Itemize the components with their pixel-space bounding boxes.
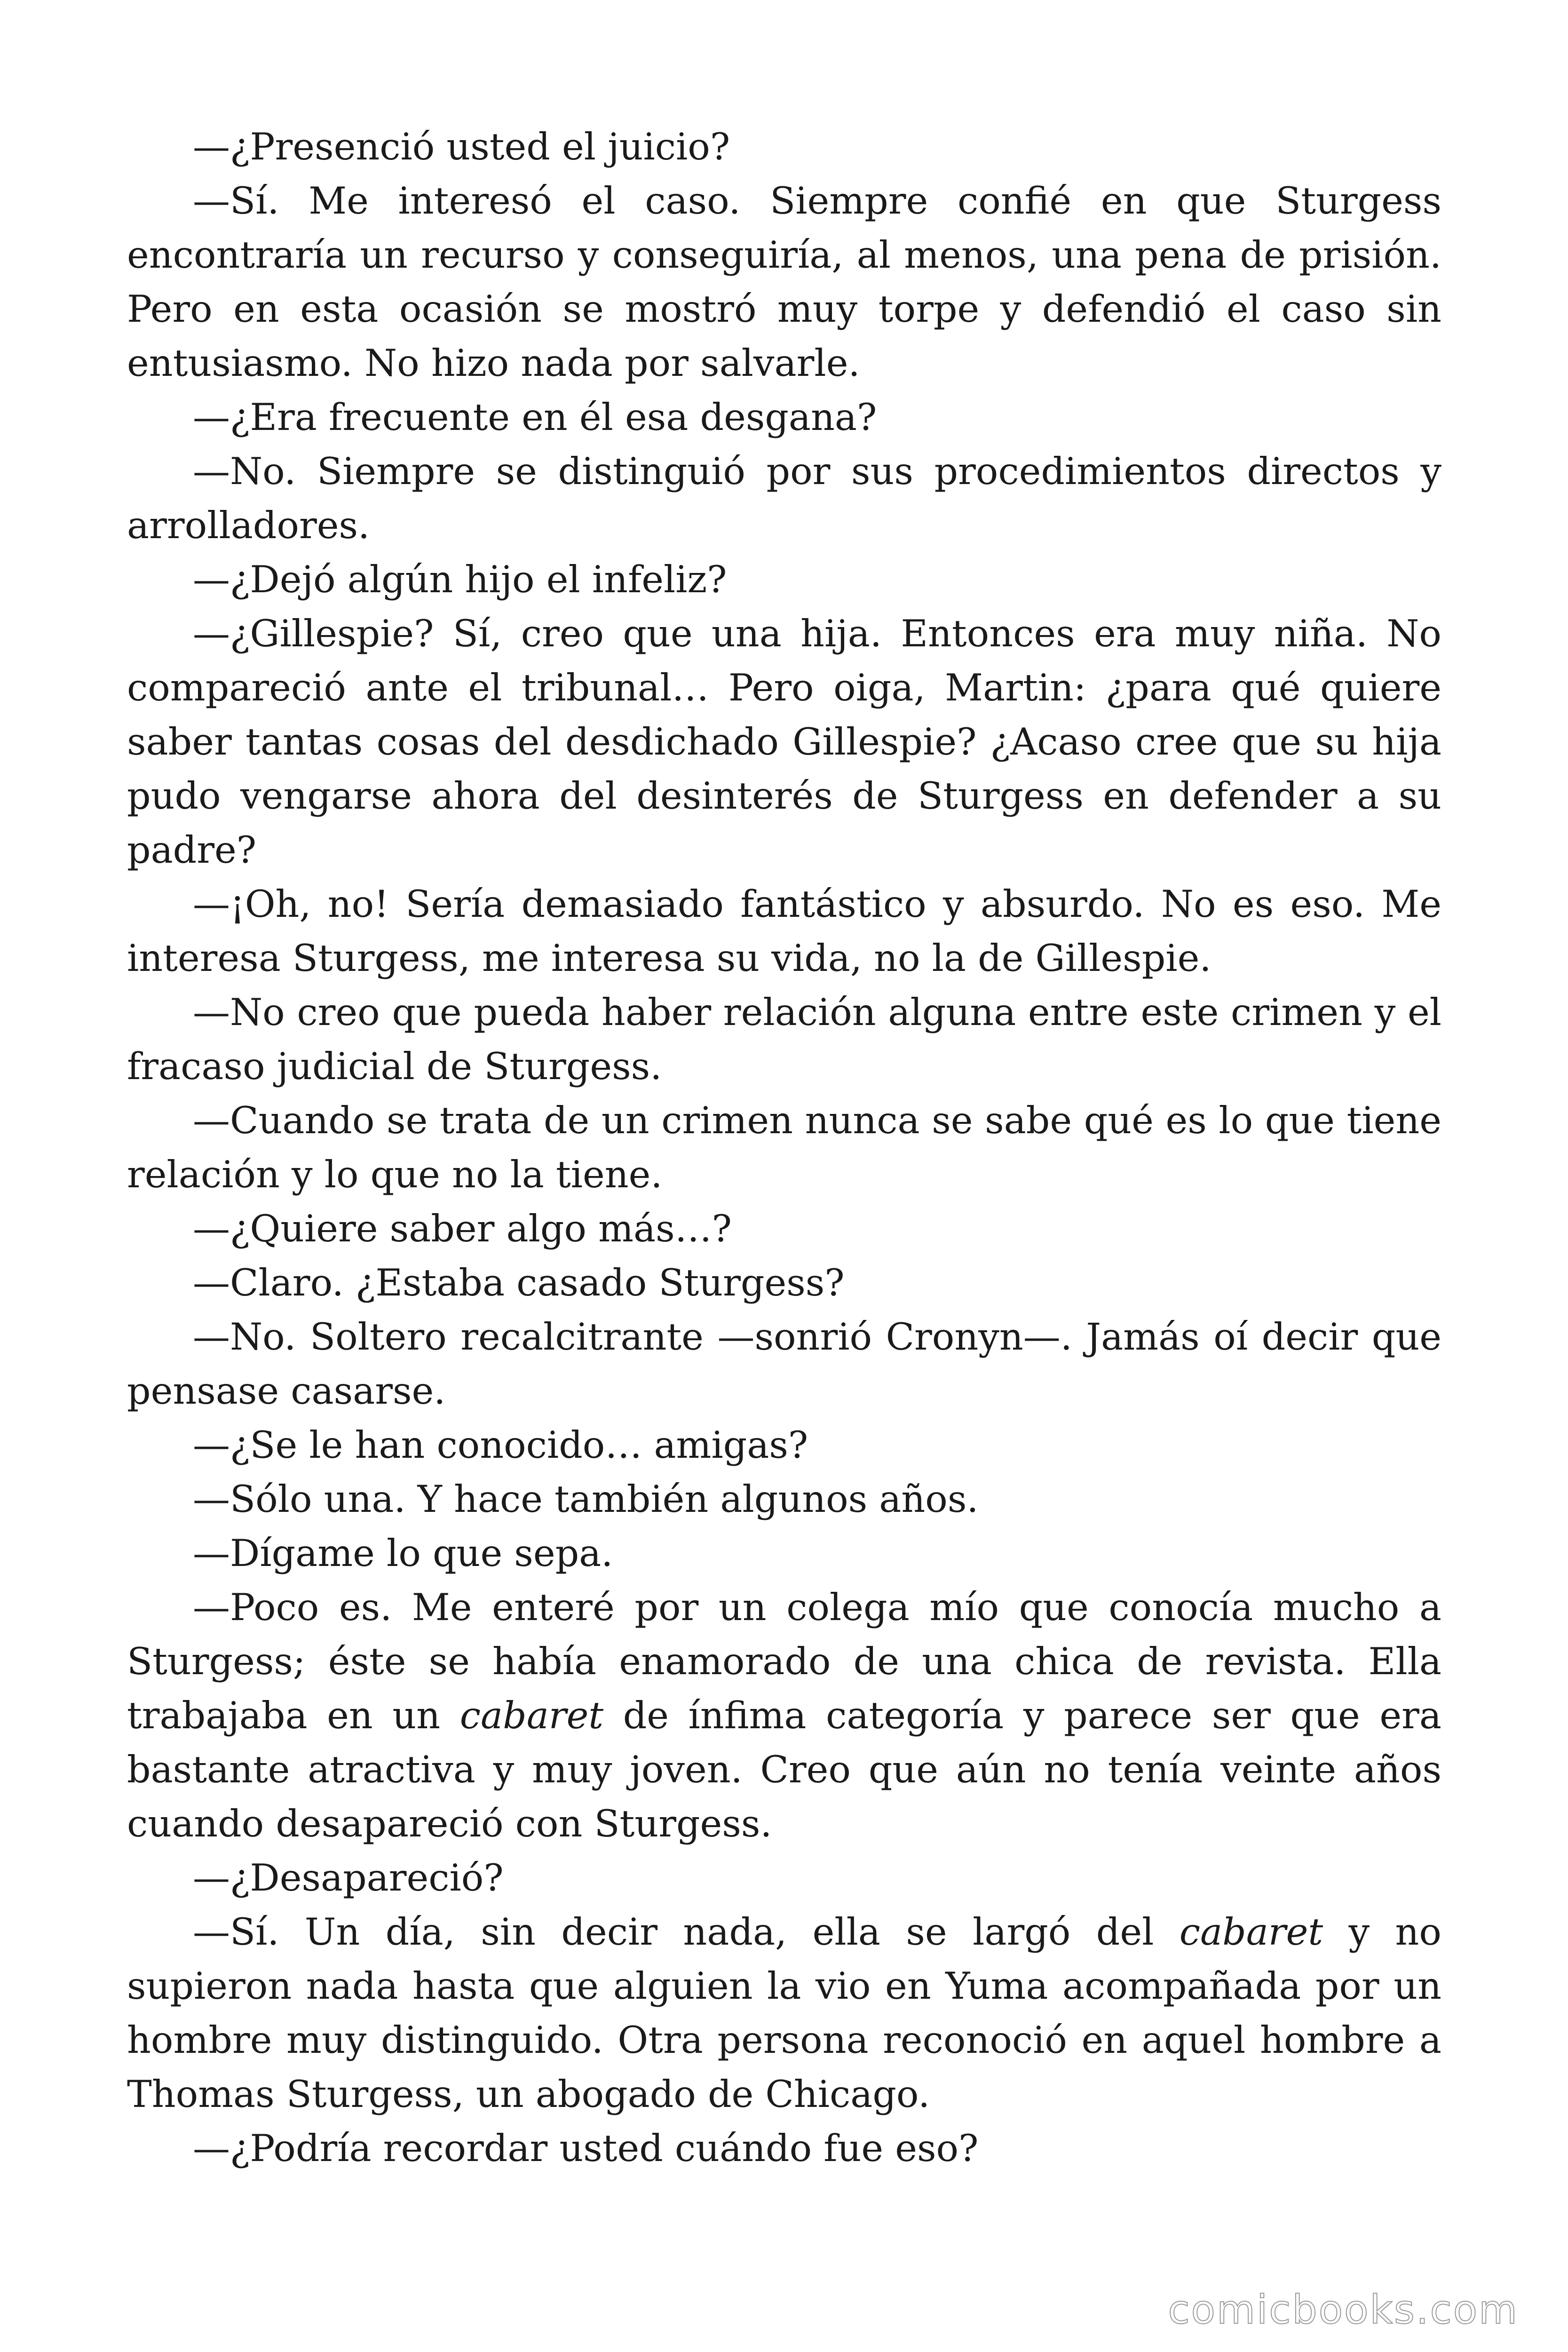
paragraph: —Dígame lo que sepa.	[193, 1532, 613, 1575]
paragraph: —No. Siempre se distinguió por sus procedimientos directos y arrolladores.	[127, 450, 1441, 547]
paragraph: —¿Podría recordar usted cuándo fue eso?	[193, 2127, 979, 2170]
paragraph: —¿Se le han conocido… amigas?	[193, 1423, 808, 1467]
paragraph-text: —Poco es. Me enteré por un colega mío que conocía mucho a Sturgess; éste se había enamorado de una chica de revista. Ella trabajaba en un	[127, 1586, 1441, 1737]
italic-word: cabaret	[459, 1694, 604, 1737]
paragraph: —¿Gillespie? Sí, creo que una hija. Entonces era muy niña. No compareció ante el tribunal… Pero oiga, Martin: ¿para qué quiere saber tantas cosas del desdichado Gillespie? ¿Acaso cree que su hija pudo vengarse ahora del desinterés de Sturgess en defender a su padre?	[127, 612, 1441, 872]
paragraph: —No. Soltero recalcitrante —sonrió Cronyn—. Jamás oí decir que pensase casarse.	[127, 1315, 1441, 1413]
paragraph	[127, 1905, 1441, 2122]
paragraph-text: de ínfima categoría y parece ser que era bastante atractiva y muy joven. Creo que aún no tenía veinte años cuando desapareció con Sturgess.	[127, 1694, 1441, 1845]
paragraph: —¿Presenció usted el juicio?	[193, 125, 730, 168]
italic-word: cabaret	[1179, 1910, 1323, 1954]
paragraph-text: y no supieron nada hasta que alguien la vio en Yuma acompañada por un hombre muy distinguido. Otra persona reconoció en aquel hombre a Thomas Sturgess, un abogado de Chicago.	[127, 1910, 1441, 2116]
paragraph: —¿Dejó algún hijo el infeliz?	[193, 558, 727, 601]
paragraph: —Cuando se trata de un crimen nunca se sabe qué es lo que tiene relación y lo que no la tiene.	[127, 1099, 1441, 1196]
paragraph: —¿Quiere saber algo más…?	[193, 1207, 732, 1250]
paragraph: —Sólo una. Y hace también algunos años.	[193, 1478, 979, 1521]
paragraph: —Sí. Me interesó el caso. Siempre confié en que Sturgess encontraría un recurso y conseguiría, al menos, una pena de prisión. Pero en esta ocasión se mostró muy torpe y defendió el caso sin entusiasmo. No hizo nada por salvarle.	[127, 179, 1441, 385]
paragraph: —¿Era frecuente en él esa desgana?	[193, 396, 877, 439]
paragraph: —¡Oh, no! Sería demasiado fantástico y absurdo. No es eso. Me interesa Sturgess, me interesa su vida, no la de Gillespie.	[127, 882, 1441, 980]
paragraph: —No creo que pueda haber relación alguna entre este crimen y el fracaso judicial de Sturgess.	[127, 991, 1441, 1088]
watermark: comicbooks.com	[1168, 2287, 1519, 2333]
body-text	[127, 120, 1441, 2176]
paragraph-text: —Sí. Un día, sin decir nada, ella se largó del	[193, 1910, 1180, 1954]
paragraph: —Claro. ¿Estaba casado Sturgess?	[193, 1261, 845, 1304]
paragraph: —¿Desapareció?	[193, 1856, 504, 1899]
paragraph	[127, 1581, 1441, 1851]
